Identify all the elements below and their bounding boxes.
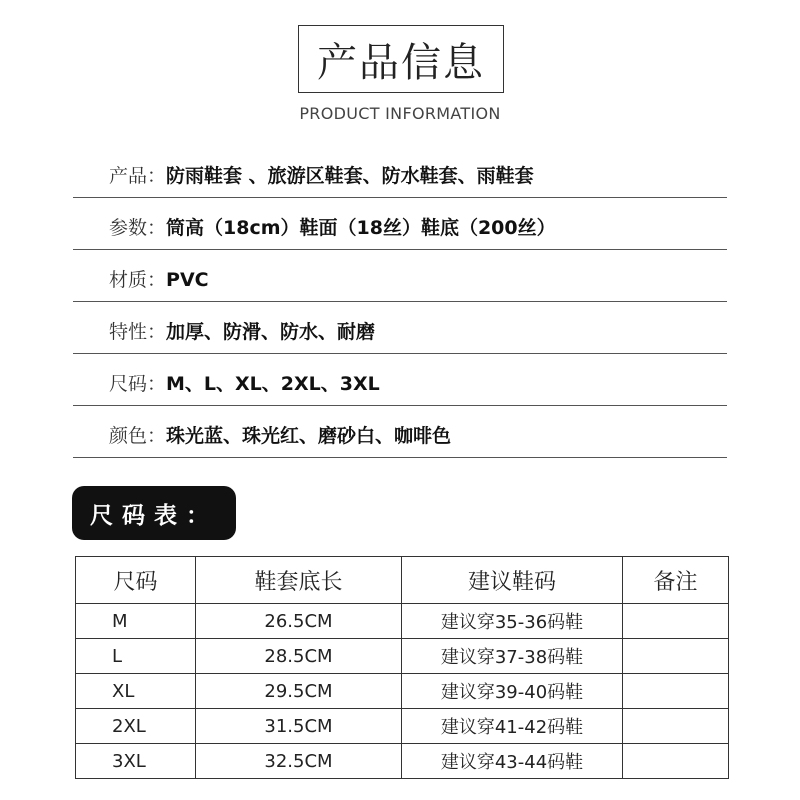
info-row-params — [73, 198, 727, 250]
cell-notes — [623, 674, 729, 709]
cell-shoe-size: 建议穿37-38码鞋 — [402, 639, 623, 674]
info-row-text — [109, 421, 451, 448]
table-row — [76, 709, 729, 744]
table-row — [76, 674, 729, 709]
column-header-notes: 备注 — [623, 557, 729, 604]
info-value: PVC — [166, 269, 209, 291]
cell-notes — [623, 744, 729, 779]
info-row-text — [109, 213, 556, 240]
cell-size: XL — [76, 674, 196, 709]
size-chart-heading-text: 尺码表： — [90, 502, 218, 529]
size-chart-heading — [72, 486, 236, 540]
info-row-text — [109, 317, 375, 344]
cell-notes — [623, 709, 729, 744]
info-value: 加厚、防滑、防水、耐磨 — [166, 321, 376, 343]
info-row-text — [109, 265, 209, 292]
info-label: 颜色： — [109, 425, 167, 447]
info-label: 产品： — [109, 165, 167, 187]
info-value: 防雨鞋套 、旅游区鞋套、防水鞋套、雨鞋套 — [166, 165, 534, 187]
info-row-material — [73, 250, 727, 302]
column-header-sole-length: 鞋套底长 — [196, 557, 402, 604]
table-row — [76, 639, 729, 674]
size-table-header-row — [76, 557, 729, 604]
info-value: M、L、XL、2XL、3XL — [166, 373, 380, 395]
info-row-text — [109, 369, 380, 396]
cell-sole-length: 28.5CM — [196, 639, 402, 674]
cell-shoe-size: 建议穿35-36码鞋 — [402, 604, 623, 639]
cell-notes — [623, 604, 729, 639]
section-subtitle: PRODUCT INFORMATION — [299, 104, 501, 123]
column-header-shoe-size: 建议鞋码 — [402, 557, 623, 604]
cell-notes — [623, 639, 729, 674]
info-row-product — [73, 146, 727, 198]
info-row-colors — [73, 406, 727, 458]
table-row — [76, 744, 729, 779]
info-row-features — [73, 302, 727, 354]
column-header-size: 尺码 — [76, 557, 196, 604]
info-label: 材质： — [109, 269, 167, 291]
cell-sole-length: 26.5CM — [196, 604, 402, 639]
info-label: 尺码： — [109, 373, 167, 395]
info-row-sizes — [73, 354, 727, 406]
cell-size: L — [76, 639, 196, 674]
cell-shoe-size: 建议穿43-44码鞋 — [402, 744, 623, 779]
info-value: 筒高（18cm）鞋面（18丝）鞋底（200丝） — [166, 217, 556, 239]
info-label: 特性： — [109, 321, 167, 343]
cell-sole-length: 31.5CM — [196, 709, 402, 744]
info-value: 珠光蓝、珠光红、磨砂白、咖啡色 — [166, 425, 452, 447]
section-title-box — [298, 25, 504, 93]
cell-shoe-size: 建议穿39-40码鞋 — [402, 674, 623, 709]
cell-sole-length: 32.5CM — [196, 744, 402, 779]
size-table — [75, 556, 729, 779]
info-row-text — [109, 161, 534, 188]
cell-size: 2XL — [76, 709, 196, 744]
cell-size: M — [76, 604, 196, 639]
cell-shoe-size: 建议穿41-42码鞋 — [402, 709, 623, 744]
info-label: 参数： — [109, 217, 167, 239]
cell-sole-length: 29.5CM — [196, 674, 402, 709]
cell-size: 3XL — [76, 744, 196, 779]
section-title: 产品信息 — [317, 39, 485, 86]
table-row — [76, 604, 729, 639]
